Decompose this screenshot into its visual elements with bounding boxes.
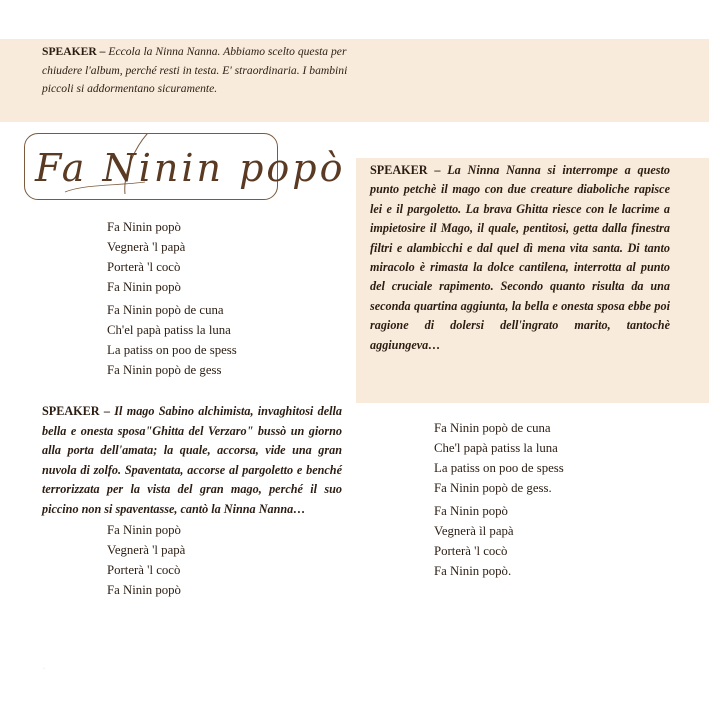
verse-line: Fa Ninin popò <box>107 220 181 234</box>
song-title: Fa Ninin popò <box>35 146 346 190</box>
interrupt-text: La Ninna Nanna si interrompe a questo punto petchè il mago con due creature diaboliche rapisce lei e il pargoletto. La brava Ghitta riesce con le lacrime a impietosire il Mago, il quale, pentitosi, getta dalla finestra filtri e alambicchi e dal quel dì mena vita santa. Di tanto miracolo è rimasta la dolce cantilena, interrotta al punto del cruciale rapimento. Secondo quanto risulta da una seconda quartina aggiunta, la bella e onesta sposa ebbe poi ragione di dolersi dell'ingrato marito, tantochè aggiungeva… <box>370 163 671 352</box>
verse-line: Fa Ninin popò de cuna <box>107 303 224 317</box>
speaker-label: SPEAKER – <box>42 45 106 58</box>
speaker-label: SPEAKER – <box>42 404 110 418</box>
verse-line: La patiss on poo de spess <box>434 461 564 475</box>
print-mark: · <box>43 666 45 672</box>
speaker-label: SPEAKER – <box>370 163 441 177</box>
verse-line: Porterà 'l cocò <box>107 260 181 274</box>
verse-line: Vegnerà 'l papà <box>107 240 186 254</box>
verse-line: Fa Ninin popò <box>107 583 181 597</box>
stanza-4 <box>434 418 564 498</box>
song-title-frame <box>24 133 346 200</box>
verse-line: Fa Ninin popò de cuna <box>434 421 551 435</box>
verse-line: Fa Ninin popò <box>107 523 181 537</box>
stanza-5 <box>434 501 514 581</box>
verse-line: Porterà 'l cocò <box>434 544 508 558</box>
stanza-2 <box>107 300 237 380</box>
interrupt-paragraph <box>370 161 670 355</box>
story-paragraph <box>42 402 342 519</box>
verse-line: Porterà 'l cocò <box>107 563 181 577</box>
verse-line: Fa Ninin popò de gess <box>107 363 222 377</box>
verse-line: Fa Ninin popò <box>434 504 508 518</box>
intro-paragraph <box>42 43 362 99</box>
story-text: Il mago Sabino alchimista, invaghitosi della bella e onesta sposa"Ghitta del Verzaro" bussò un giorno alla porta dell'amata; la quale, accorsa, vide una gran nuvola di zolfo. Spaventata, accorse al pargoletto e benché terrorizzata per la vista del gran mago, perché il suo piccino non si spaventasse, cantò la Ninna Nanna… <box>42 404 342 516</box>
verse-line: Fa Ninin popò. <box>434 564 512 578</box>
stanza-3 <box>107 520 185 600</box>
stanza-1 <box>107 217 185 297</box>
intro-text: Eccola la Ninna Nanna. Abbiamo scelto questa per chiudere l'album, perché resti in testa. E' straordinaria. I bambini piccoli si addormentano sicuramente. <box>42 45 348 95</box>
verse-line: La patiss on poo de spess <box>107 343 237 357</box>
verse-line: Vegnerà ìl papà <box>434 524 514 538</box>
verse-line: Fa Ninin popò <box>107 280 181 294</box>
verse-line: Che'l papà patiss la luna <box>434 441 558 455</box>
verse-line: Fa Ninin popò de gess. <box>434 481 552 495</box>
verse-line: Vegnerà 'l papà <box>107 543 186 557</box>
verse-line: Ch'el papà patiss la luna <box>107 323 231 337</box>
